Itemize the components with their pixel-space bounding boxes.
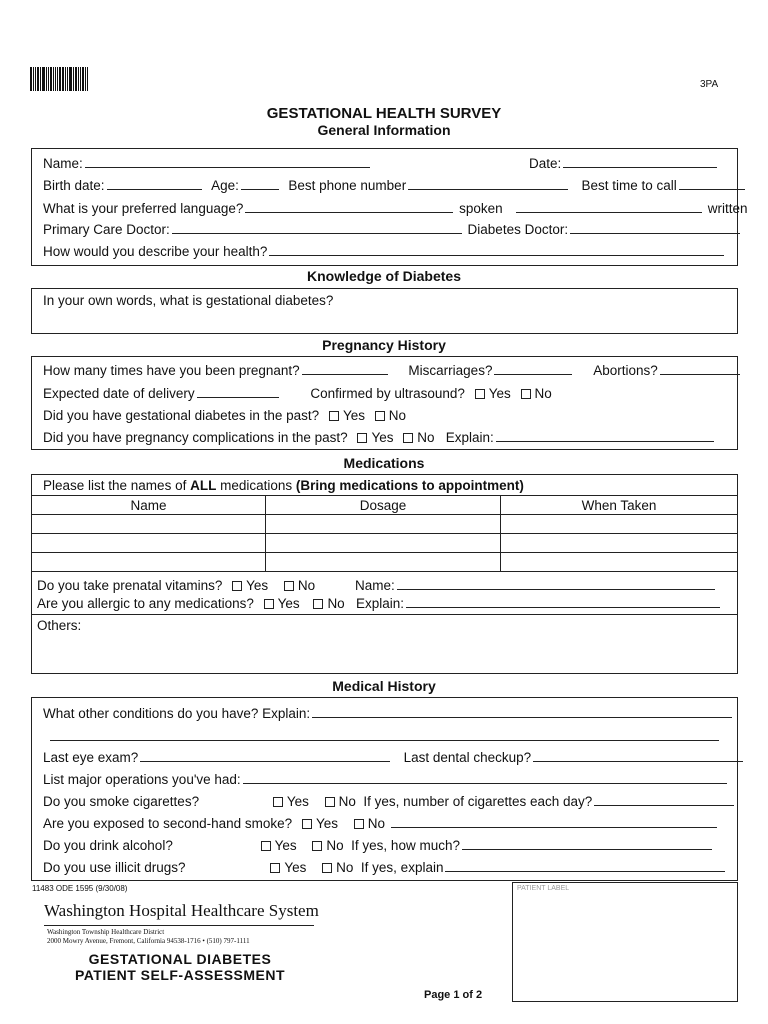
second-hand-no-checkbox[interactable]	[354, 819, 364, 829]
gd-past-label: Did you have gestational diabetes in the past?	[43, 408, 320, 423]
medications-instructions	[43, 478, 524, 493]
page-title: GESTATIONAL HEALTH SURVEY	[266, 105, 502, 122]
table-cell[interactable]	[32, 515, 266, 534]
expected-date-label: Expected date of delivery	[43, 386, 195, 401]
no-label: No	[327, 596, 345, 611]
divider	[31, 614, 738, 615]
best-time-label: Best time to call	[581, 178, 677, 193]
conditions-label: What other conditions do you have? Explain:	[43, 706, 311, 721]
dental-field[interactable]	[533, 751, 743, 762]
best-phone-field[interactable]	[408, 179, 568, 190]
allergic-explain-label: Explain:	[355, 596, 404, 611]
table-cell[interactable]	[266, 553, 501, 572]
explain-label: Explain:	[445, 430, 494, 445]
table-cell[interactable]	[501, 553, 738, 572]
date-field[interactable]	[563, 157, 717, 168]
alcohol-row	[43, 838, 714, 853]
second-hand-field[interactable]	[391, 817, 717, 828]
document-title-1: GESTATIONAL DIABETES	[88, 951, 272, 967]
smoke-no-checkbox[interactable]	[325, 797, 335, 807]
instructions-text-2: medications	[216, 478, 296, 493]
yes-label: Yes	[342, 408, 365, 423]
written-language-field[interactable]	[516, 202, 702, 213]
drugs-no-checkbox[interactable]	[322, 863, 332, 873]
eye-exam-field[interactable]	[140, 751, 390, 762]
spoken-label: spoken	[459, 201, 503, 216]
yes-label: Yes	[371, 430, 394, 445]
table-row	[32, 553, 738, 572]
times-pregnant-field[interactable]	[302, 364, 388, 375]
yes-label: Yes	[284, 860, 307, 875]
diabetes-doctor-label: Diabetes Doctor:	[467, 222, 569, 237]
conditions-field-line-2[interactable]	[50, 740, 719, 741]
complications-row	[43, 430, 716, 445]
yes-label: Yes	[315, 816, 338, 831]
document-title-2: PATIENT SELF-ASSESSMENT	[74, 967, 286, 983]
no-label: No	[336, 860, 354, 875]
col-when-header: When Taken	[501, 496, 738, 515]
form-number: 11483 ODE 1595 (9/30/08)	[32, 884, 128, 893]
health-label: How would you describe your health?	[43, 244, 268, 259]
best-phone-label: Best phone number	[288, 178, 407, 193]
diabetes-doctor-field[interactable]	[570, 223, 740, 234]
conditions-field[interactable]	[312, 707, 732, 718]
form-code: 3PA	[700, 79, 719, 90]
spoken-language-field[interactable]	[245, 202, 453, 213]
yes-label: Yes	[286, 794, 309, 809]
hospital-name: Washington Hospital Healthcare System	[44, 901, 319, 920]
allergic-row	[37, 596, 722, 611]
operations-label: List major operations you've had:	[43, 772, 241, 787]
no-label: No	[534, 386, 552, 401]
table-cell[interactable]	[266, 515, 501, 534]
smoke-followup-field[interactable]	[594, 795, 734, 806]
name-row	[43, 156, 372, 171]
drugs-label: Do you use illicit drugs?	[43, 860, 186, 875]
alcohol-label: Do you drink alcohol?	[43, 838, 173, 853]
allergic-label: Are you allergic to any medications?	[37, 596, 254, 611]
gd-past-no-checkbox[interactable]	[375, 411, 385, 421]
age-field[interactable]	[241, 179, 279, 190]
table-header-row	[32, 496, 738, 515]
health-field[interactable]	[269, 245, 724, 256]
instructions-all: ALL	[190, 478, 217, 493]
barcode	[30, 67, 92, 91]
written-label: written	[707, 201, 748, 216]
health-row	[43, 244, 726, 259]
confirmed-yes-checkbox[interactable]	[475, 389, 485, 399]
birth-date-field[interactable]	[107, 179, 202, 190]
language-row	[43, 201, 747, 216]
gd-past-row	[43, 408, 406, 423]
knowledge-header: Knowledge of Diabetes	[306, 268, 462, 284]
smoke-yes-checkbox[interactable]	[273, 797, 283, 807]
operations-row	[43, 772, 729, 787]
birth-date-label: Birth date:	[43, 178, 105, 193]
table-cell[interactable]	[32, 553, 266, 572]
page-subtitle: General Information	[317, 122, 451, 138]
medications-header: Medications	[343, 455, 425, 471]
pcp-label: Primary Care Doctor:	[43, 222, 170, 237]
yes-label: Yes	[246, 578, 269, 593]
no-label: No	[367, 816, 385, 831]
page-number: Page 1 of 2	[424, 989, 483, 1001]
no-label: No	[417, 430, 435, 445]
prenatal-row	[37, 578, 717, 593]
drugs-followup-label: If yes, explain	[360, 860, 444, 875]
medical-header: Medical History	[332, 678, 436, 694]
patient-label-caption: PATIENT LABEL	[517, 885, 570, 892]
yes-label: Yes	[274, 838, 297, 853]
no-label: No	[388, 408, 407, 423]
miscarriages-field[interactable]	[494, 364, 572, 375]
second-hand-yes-checkbox[interactable]	[302, 819, 312, 829]
abortions-label: Abortions?	[593, 363, 658, 378]
drugs-yes-checkbox[interactable]	[270, 863, 280, 873]
table-cell[interactable]	[266, 534, 501, 553]
smoke-label: Do you smoke cigarettes?	[43, 794, 200, 809]
allergic-explain-field[interactable]	[406, 597, 720, 608]
hospital-divider	[44, 925, 314, 926]
prenatal-label: Do you take prenatal vitamins?	[37, 578, 223, 593]
no-label: No	[297, 578, 316, 593]
dental-label: Last dental checkup?	[403, 750, 532, 765]
best-time-field[interactable]	[679, 179, 745, 190]
complications-yes-checkbox[interactable]	[357, 433, 367, 443]
complications-explain-field[interactable]	[496, 431, 714, 442]
name-label: Name:	[43, 156, 83, 171]
table-cell[interactable]	[501, 515, 738, 534]
conditions-row	[43, 706, 734, 721]
knowledge-question: In your own words, what is gestational diabetes?	[43, 293, 334, 308]
name-field[interactable]	[85, 157, 370, 168]
others-label[interactable]: Others:	[37, 618, 82, 633]
table-cell[interactable]	[501, 534, 738, 553]
prenatal-name-field[interactable]	[397, 579, 715, 590]
confirmed-label: Confirmed by ultrasound?	[310, 386, 465, 401]
allergic-yes-checkbox[interactable]	[264, 599, 274, 609]
abortions-field[interactable]	[660, 364, 740, 375]
confirmed-no-checkbox[interactable]	[521, 389, 531, 399]
no-label: No	[326, 838, 344, 853]
allergic-no-checkbox[interactable]	[313, 599, 323, 609]
miscarriages-label: Miscarriages?	[408, 363, 493, 378]
pregnancy-header: Pregnancy History	[322, 337, 446, 353]
alcohol-no-checkbox[interactable]	[312, 841, 322, 851]
gd-past-yes-checkbox[interactable]	[329, 411, 339, 421]
pcp-field[interactable]	[172, 223, 462, 234]
complications-label: Did you have pregnancy complications in the past?	[43, 430, 348, 445]
hospital-address: 2000 Mowry Avenue, Fremont, California 94538-1716 • (510) 797-1111	[47, 937, 250, 945]
alcohol-yes-checkbox[interactable]	[261, 841, 271, 851]
delivery-row	[43, 386, 552, 401]
second-hand-label: Are you exposed to second-hand smoke?	[43, 816, 293, 831]
prenatal-name-label: Name:	[354, 578, 395, 593]
exam-row	[43, 750, 745, 765]
date-label: Date:	[529, 156, 562, 171]
pregnancies-row	[43, 363, 742, 378]
district-name: Washington Township Healthcare District	[47, 928, 165, 936]
table-row	[32, 534, 738, 553]
instructions-bold: (Bring medications to appointment)	[295, 478, 524, 493]
table-row	[32, 515, 738, 534]
no-label: No	[338, 794, 356, 809]
medical-box	[31, 697, 738, 881]
birth-row	[43, 178, 747, 193]
eye-exam-label: Last eye exam?	[43, 750, 139, 765]
patient-label-box[interactable]	[512, 882, 738, 1002]
alcohol-followup-field[interactable]	[462, 839, 712, 850]
yes-label: Yes	[488, 386, 511, 401]
date-row	[529, 156, 719, 171]
language-label: What is your preferred language?	[43, 201, 244, 216]
complications-no-checkbox[interactable]	[403, 433, 413, 443]
doctor-row	[43, 222, 742, 237]
second-hand-row	[43, 816, 719, 831]
times-pregnant-label: How many times have you been pregnant?	[43, 363, 300, 378]
prenatal-yes-checkbox[interactable]	[232, 581, 242, 591]
prenatal-no-checkbox[interactable]	[284, 581, 294, 591]
yes-label: Yes	[277, 596, 300, 611]
operations-field[interactable]	[243, 773, 727, 784]
drugs-followup-field[interactable]	[445, 861, 725, 872]
instructions-text: Please list the names of	[43, 478, 191, 493]
col-dosage-header: Dosage	[266, 496, 501, 515]
expected-date-field[interactable]	[197, 387, 279, 398]
smoke-row	[43, 794, 736, 809]
medications-table	[31, 495, 738, 572]
col-name-header: Name	[32, 496, 266, 515]
alcohol-followup-label: If yes, how much?	[351, 838, 460, 853]
age-label: Age:	[211, 178, 239, 193]
drugs-row	[43, 860, 727, 875]
smoke-followup-label: If yes, number of cigarettes each day?	[363, 794, 593, 809]
table-cell[interactable]	[32, 534, 266, 553]
